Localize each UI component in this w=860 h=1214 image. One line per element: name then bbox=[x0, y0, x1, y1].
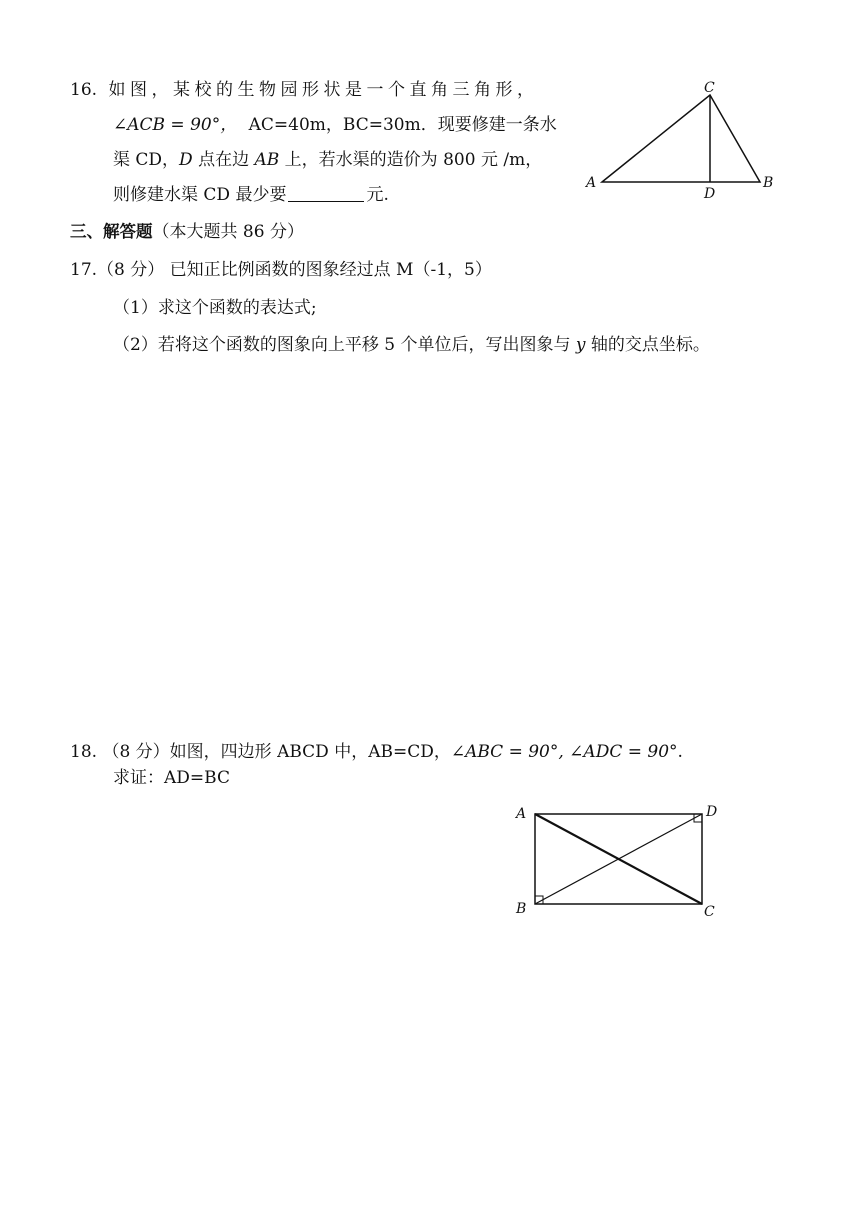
q16-angle: ∠ACB = 90°， bbox=[113, 115, 238, 135]
q16-line3a: 渠 CD， bbox=[113, 150, 180, 170]
section-3-heading bbox=[70, 222, 304, 242]
triangle-abc bbox=[602, 95, 760, 182]
q18-header-c: . bbox=[677, 742, 683, 762]
label-d: D bbox=[706, 804, 718, 820]
q16-lengths: AC=40m，BC=30m．现要修建一条水 bbox=[248, 115, 557, 135]
label-a: A bbox=[586, 175, 597, 191]
q18-header-a: 18. （8 分）如图，四边形 ABCD 中，AB=CD， bbox=[70, 742, 451, 762]
section-3-note: （本大题共 86 分） bbox=[152, 222, 304, 242]
q16-line3b: 点在边 bbox=[192, 150, 255, 170]
label-c: C bbox=[704, 904, 715, 920]
label-c: C bbox=[704, 80, 715, 96]
q17-part2a: （2）若将这个函数的图象向上平移 5 个单位后，写出图象与 bbox=[113, 335, 576, 355]
section-3-title: 三、解答题 bbox=[70, 222, 153, 241]
label-b: B bbox=[763, 175, 774, 191]
q16-triangle-figure bbox=[582, 80, 782, 205]
q18-rectangle-figure bbox=[510, 796, 730, 926]
q17-part2 bbox=[113, 335, 710, 355]
q16-number: 16. bbox=[70, 80, 98, 100]
q16-seg-ab: AB bbox=[254, 150, 280, 170]
q17-var-y: y bbox=[575, 335, 586, 355]
q16-line3 bbox=[113, 150, 542, 170]
label-a: A bbox=[516, 806, 527, 822]
q16-line3c: 上，若水渠的造价为 800 元 /m， bbox=[279, 150, 543, 170]
q18-angles: ∠ABC = 90°, ∠ADC = 90° bbox=[450, 742, 678, 762]
q16-text-line1: 如图，某校的生物园形状是一个直角三角形， bbox=[108, 80, 539, 100]
q16-line4 bbox=[113, 185, 389, 205]
q18-prove: 求证：AD=BC bbox=[113, 768, 230, 788]
q18-header bbox=[70, 742, 683, 762]
label-b: B bbox=[516, 901, 527, 917]
q17-header: 17.（8 分） 已知正比例函数的图象经过点 M（-1，5） bbox=[70, 260, 492, 280]
q17-part2b: 轴的交点坐标。 bbox=[585, 335, 710, 355]
q17-part1: （1）求这个函数的表达式; bbox=[113, 298, 317, 318]
answer-blank[interactable] bbox=[288, 185, 364, 202]
q16-line2 bbox=[113, 115, 557, 135]
q16-line4a: 则修建水渠 CD 最少要 bbox=[113, 185, 287, 205]
q16-point-d: D bbox=[179, 150, 193, 170]
q16-line4b: 元. bbox=[366, 185, 389, 205]
q16-line1 bbox=[70, 80, 538, 100]
label-d: D bbox=[704, 186, 716, 202]
